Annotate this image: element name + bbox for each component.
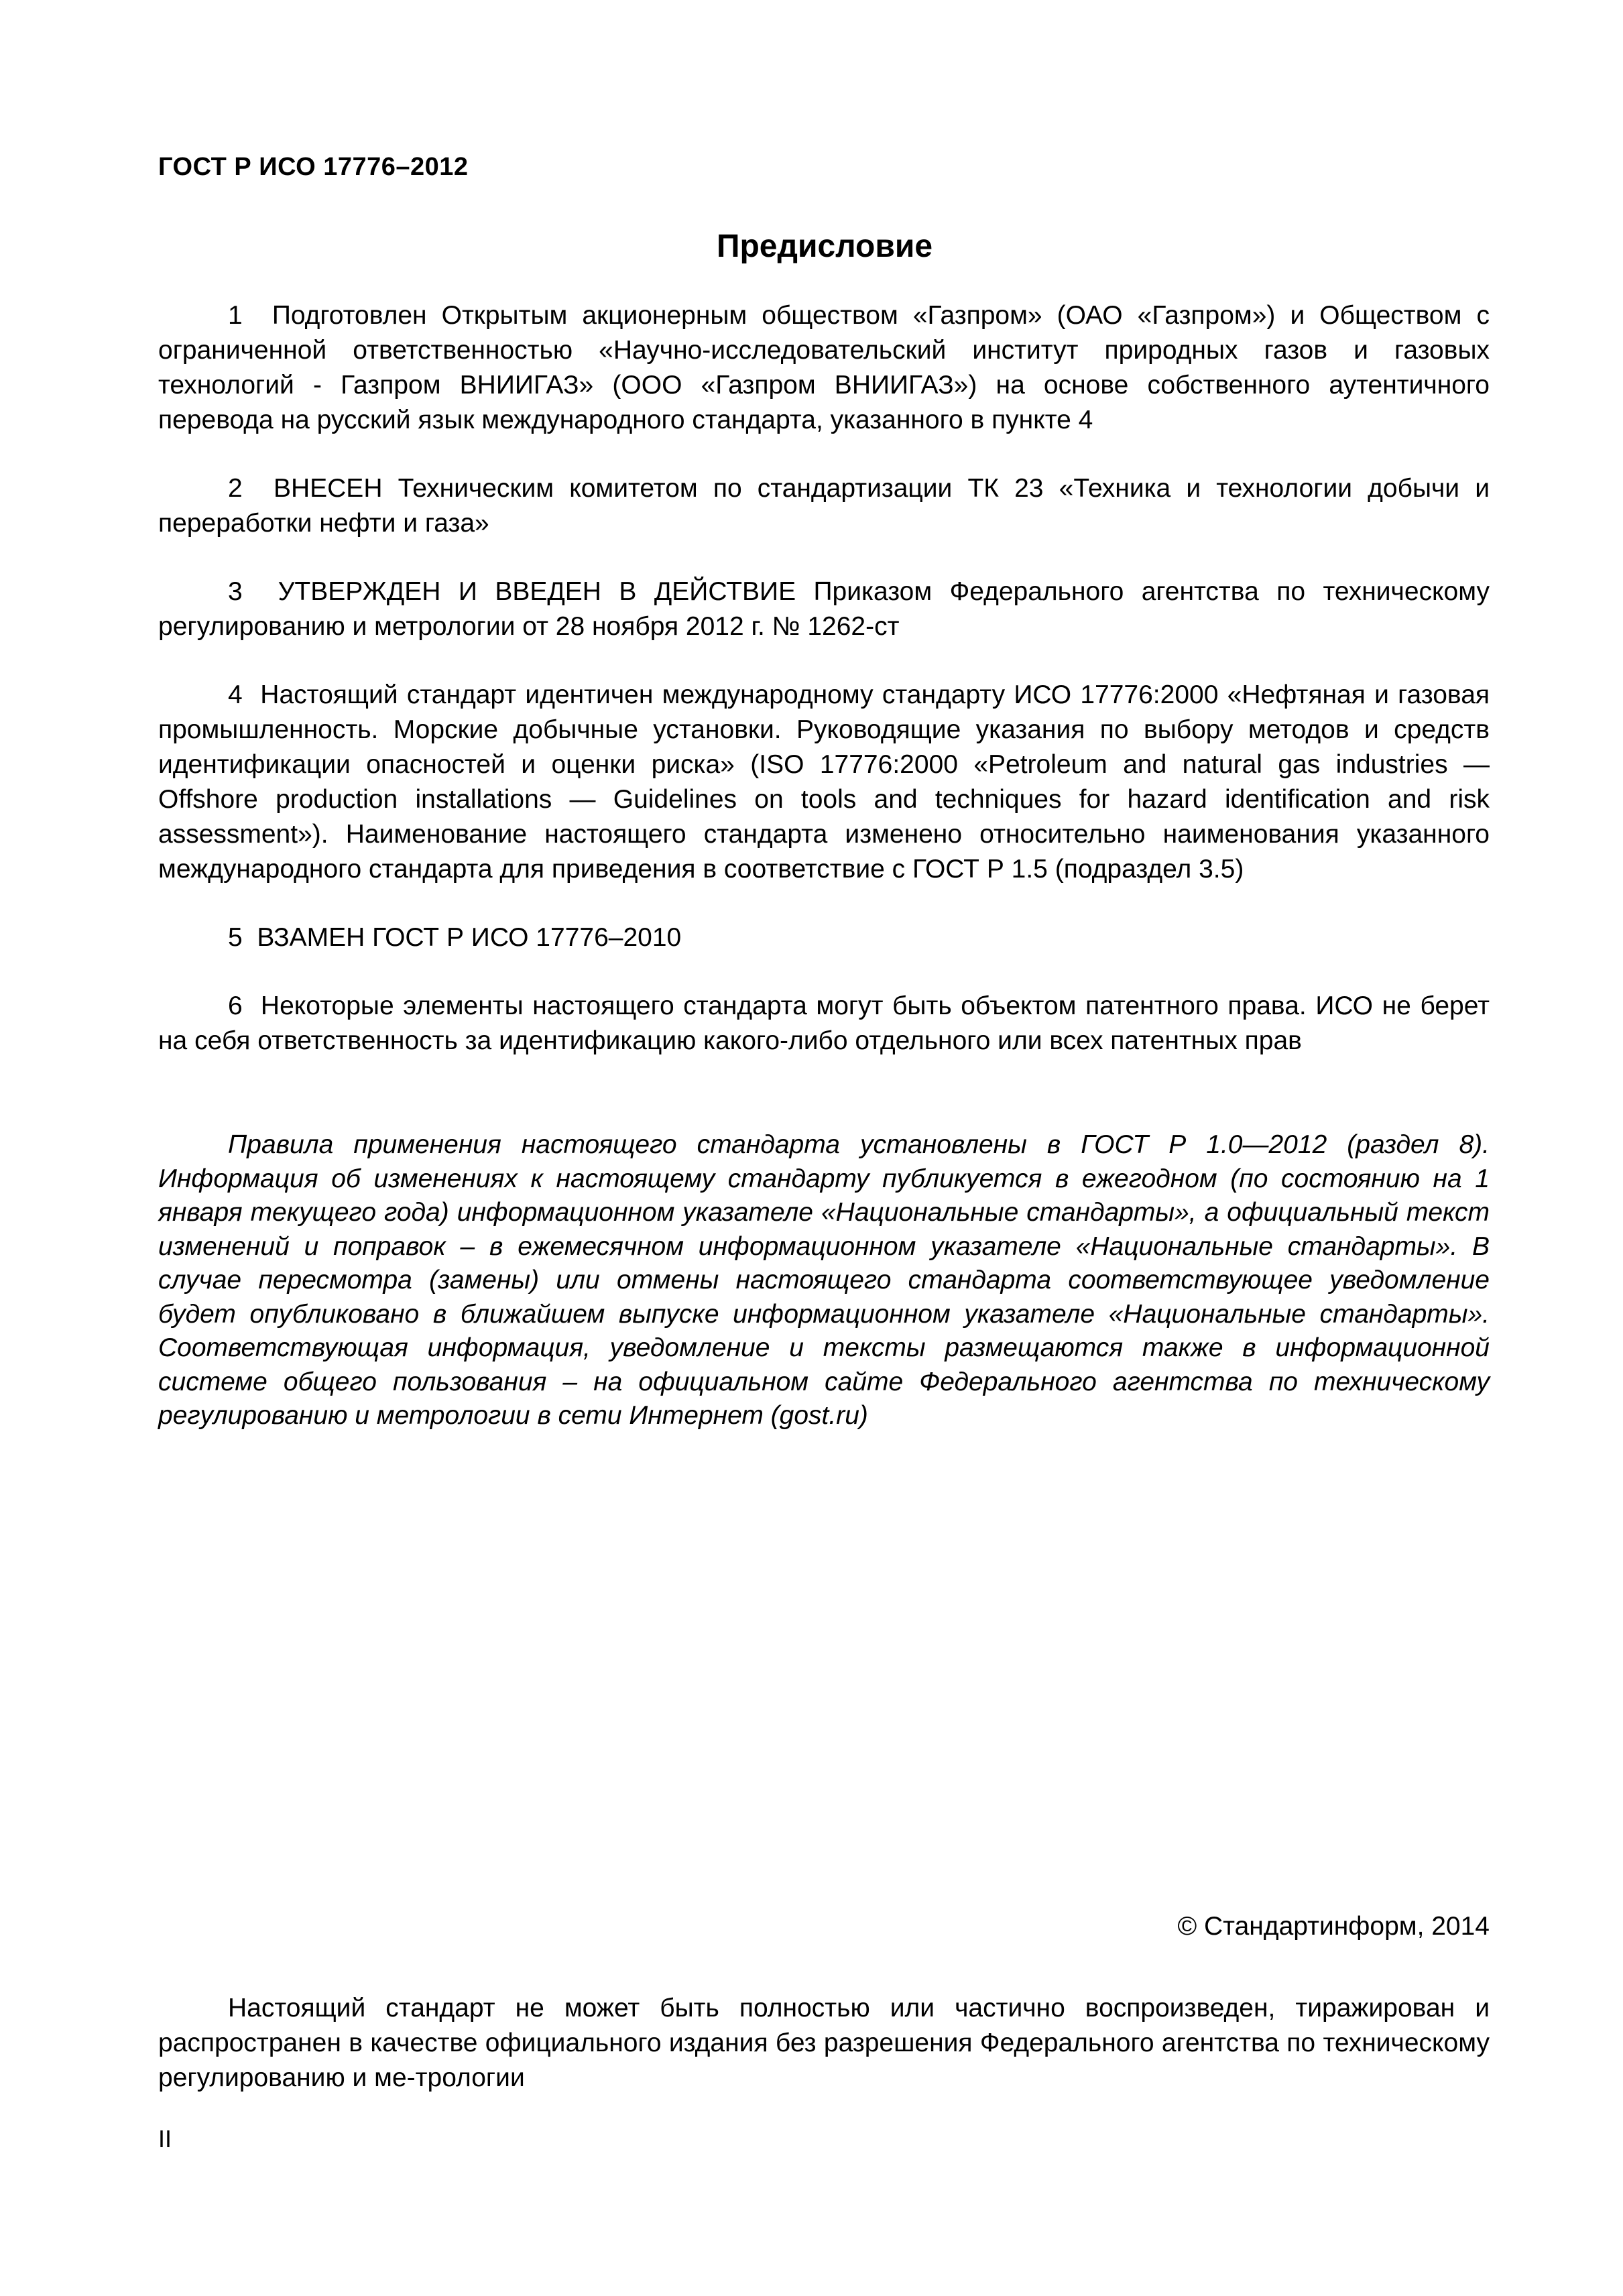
copyright-notice: © Стандартинформ, 2014 [1177, 1912, 1490, 1941]
paragraph-6 [158, 989, 1490, 1059]
paragraph-4 [158, 678, 1490, 887]
foreword-content [158, 298, 1490, 1433]
page-number: II [158, 2125, 172, 2153]
paragraph-number: 1 [228, 301, 243, 330]
paragraph-text: ВНЕСЕН Техническим комитетом по стандартизации ТК 23 «Техника и технологии добычи и переработки нефти и газа» [158, 474, 1490, 538]
paragraph-text: Подготовлен Открытым акционерным обществом «Газпром» (ОАО «Газпром») и Обществом с ограниченной ответственностью «Научно-исследовательский институт природных газов и газовых технологий - Газпром ВНИИГАЗ» (ООО «Газпром ВНИИГАЗ») на основе собственного аутентичного перевода на русский язык международного стандарта, указанного в пункте 4 [158, 301, 1490, 434]
paragraph-number: 2 [228, 474, 243, 503]
usage-rules-note: Правила применения настоящего стандарта установлены в ГОСТ Р 1.0—2012 (раздел 8). Информация об изменениях к настоящему стандарту публикуется в ежегодном (по состоянию на 1 января текущего года) информационном указателе «Национальные стандарты», а официальный текст изменений и поправок – в ежемесячном информационном указателе «Национальные стандарты». В случае пересмотра (замены) или отмены настоящего стандарта соответствующее уведомление будет опубликовано в ближайшем выпуске информационном указателе «Национальные стандарты». Соответствующая информация, уведомление и тексты размещаются также в информационной системе общего пользования – на официальном сайте Федерального агентства по техническому регулированию и метрологии в сети Интернет (gost.ru) [158, 1130, 1490, 1430]
paragraph-1 [158, 298, 1490, 438]
paragraph-number: 3 [228, 577, 243, 606]
paragraph-3 [158, 575, 1490, 644]
paragraph-text: Некоторые элементы настоящего стандарта могут быть объектом патентного права. ИСО не берет на себя ответственность за идентификацию какого-либо отдельного или всех патентных прав [158, 991, 1490, 1055]
paragraph-text: УТВЕРЖДЕН И ВВЕДЕН В ДЕЙСТВИЕ Приказом Федерального агентства по техническому регулированию и метрологии от 28 ноября 2012 г. № 1262-ст [158, 577, 1490, 641]
document-code-header: ГОСТ Р ИСО 17776–2012 [158, 153, 469, 181]
paragraph-number: 6 [228, 991, 243, 1020]
paragraph-number: 4 [228, 680, 243, 709]
page-title: Предисловие [716, 229, 933, 264]
reproduction-disclaimer: Настоящий стандарт не может быть полностью или частично воспроизведен, тиражирован и распространен в качестве официального издания без разрешения Федерального агентства по техническому регулированию и ме-трологии [158, 1994, 1490, 2092]
paragraph-number: 5 [228, 923, 243, 952]
paragraph-text: ВЗАМЕН ГОСТ Р ИСО 17776–2010 [257, 923, 682, 952]
paragraph-5 [158, 920, 1490, 955]
paragraph-text: Настоящий стандарт идентичен международному стандарту ИСО 17776:2000 «Нефтяная и газовая промышленность. Морские добычные установки. Руководящие указания по выбору методов и средств идентификации опасностей и оценки риска» (ISO 17776:2000 «Petroleum and natural gas industries — Offshore production installations — Guidelines on tools and techniques for hazard identification and risk assessment»). Наименование настоящего стандарта изменено относительно наименования указанного международного стандарта для приведения в соответствие с ГОСТ Р 1.5 (подраздел 3.5) [158, 680, 1490, 884]
paragraph-2 [158, 471, 1490, 541]
